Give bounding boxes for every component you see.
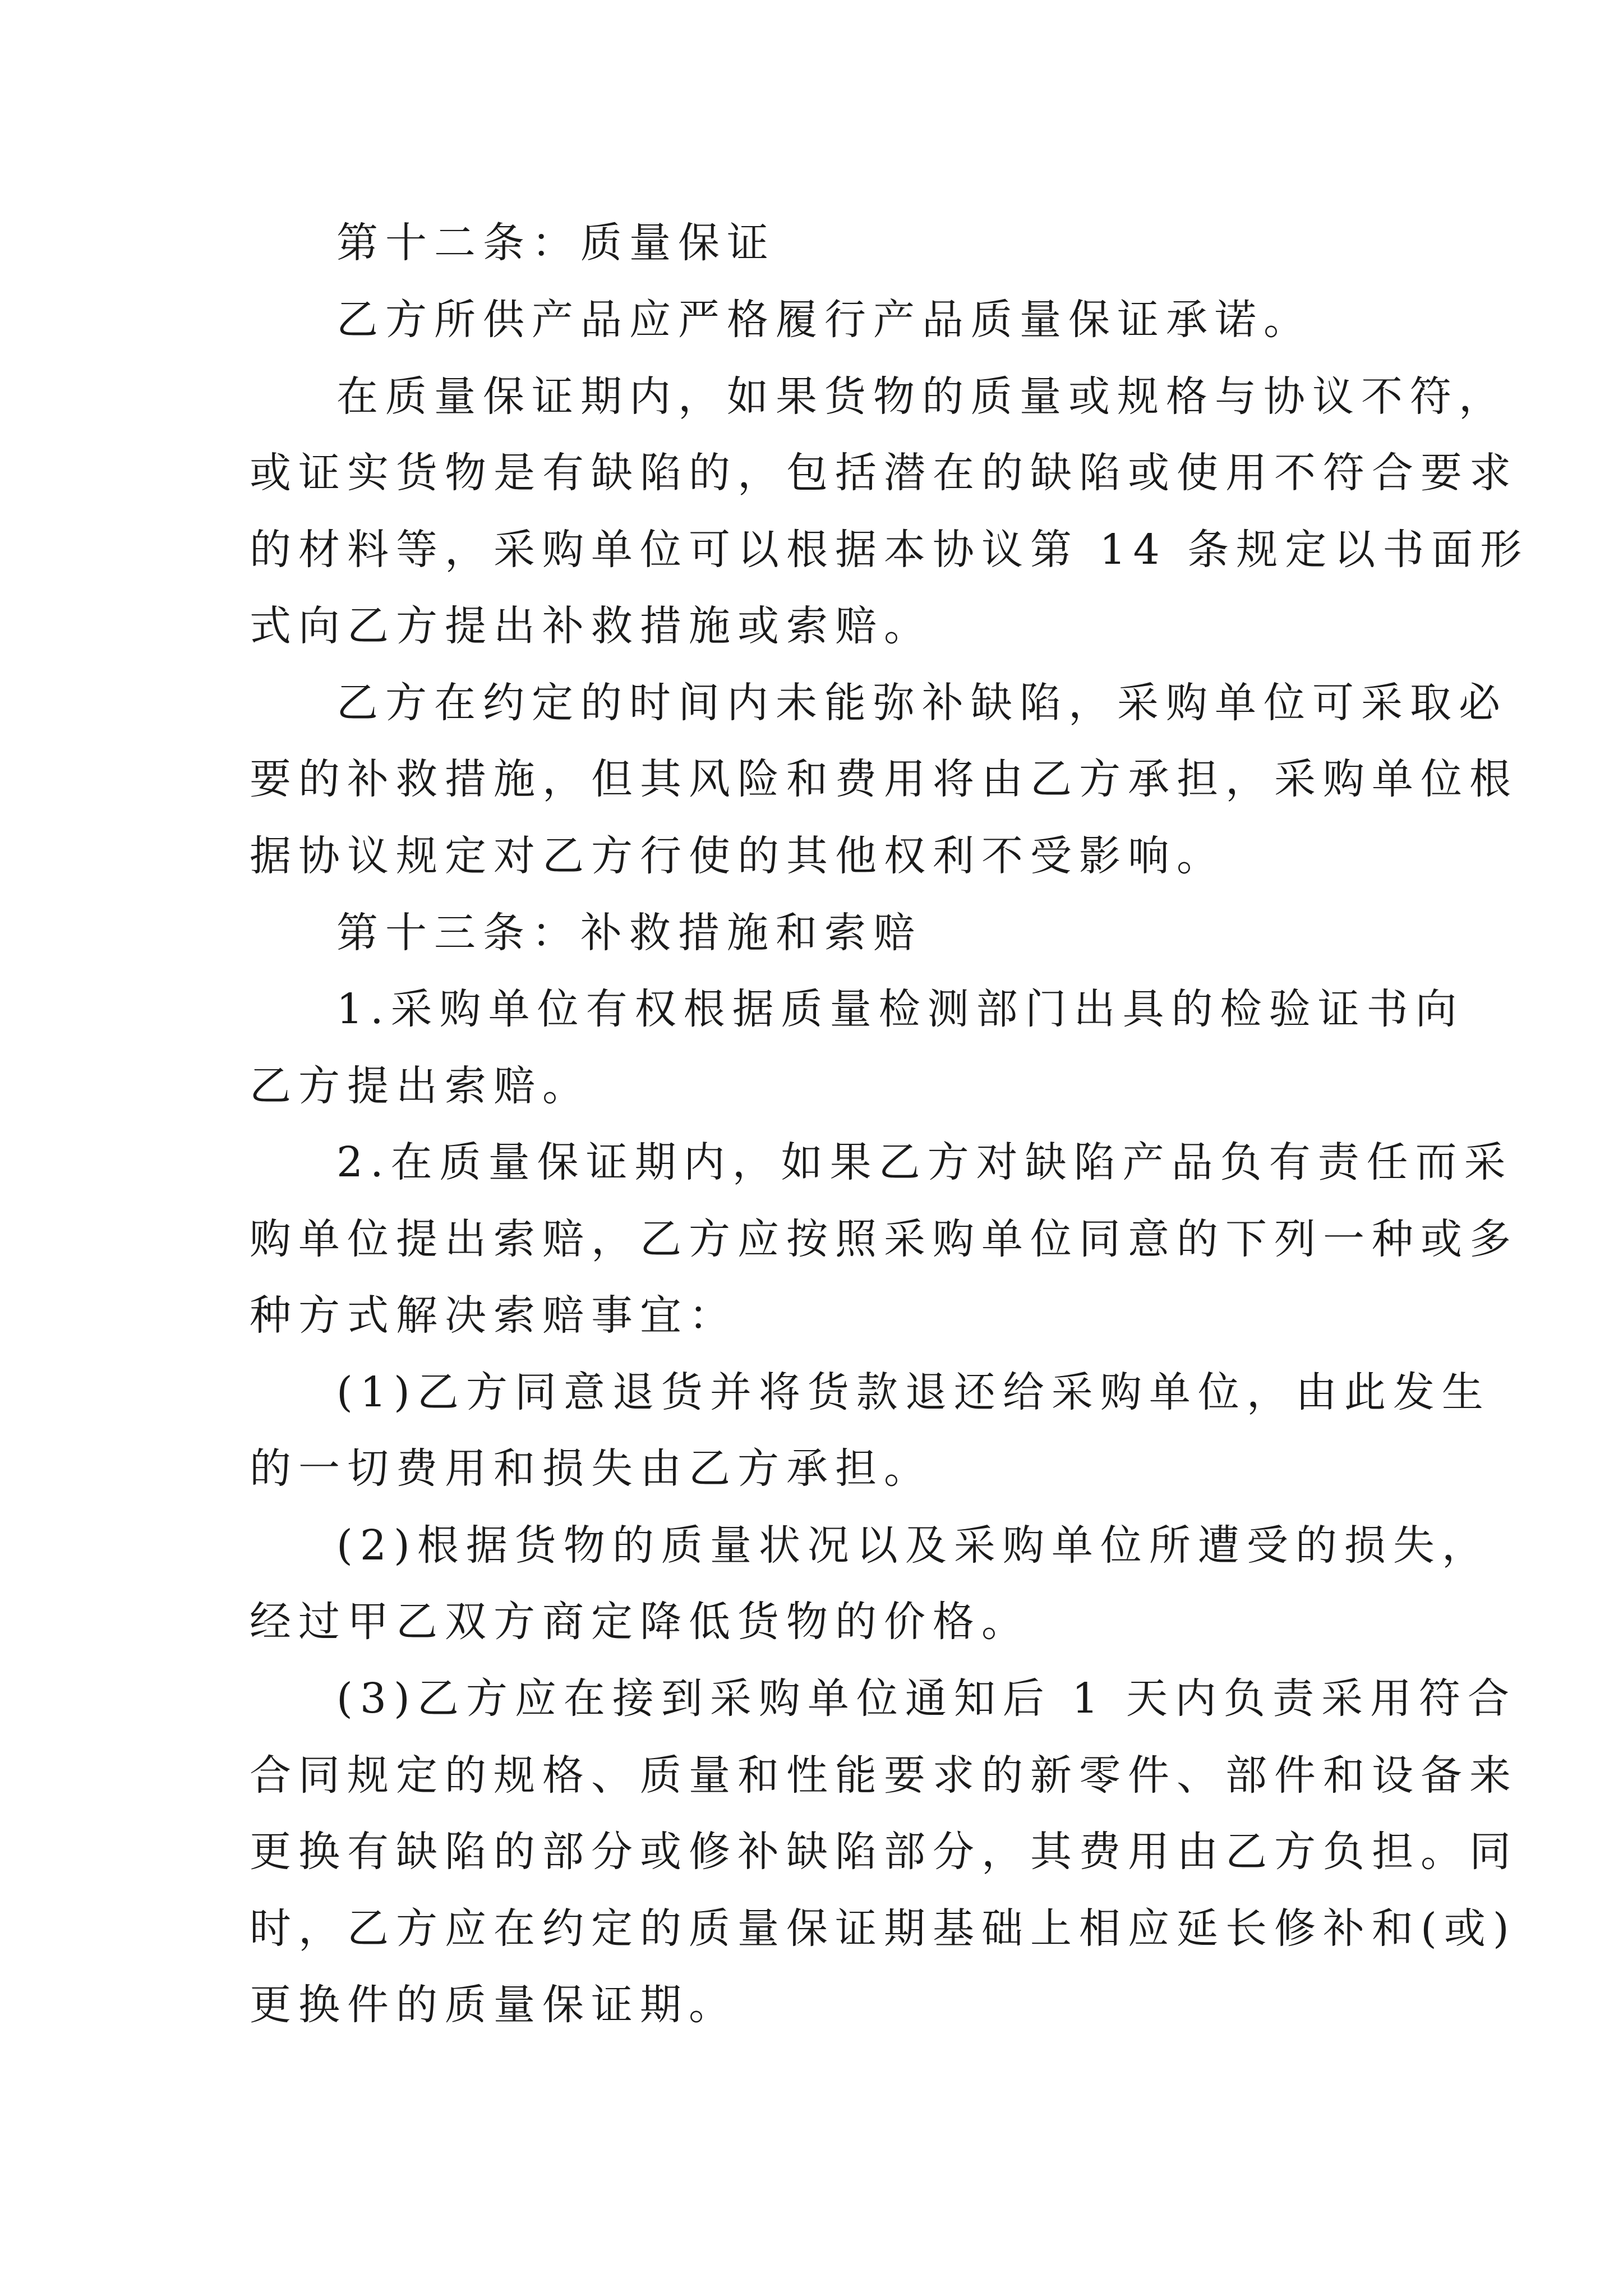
paragraph-line: 购单位提出索赔，乙方应按照采购单位同意的下列一种或多: [250, 1215, 1518, 1263]
heading-article-13: 第十三条：补救措施和索赔: [336, 909, 922, 957]
paragraph-line: 的一切费用和损失由乙方承担。: [250, 1444, 933, 1493]
paragraph-line: 经过甲乙双方商定降低货物的价格。: [250, 1598, 1030, 1646]
paragraph-line: (3)乙方应在接到采购单位通知后 1 天内负责采用符合: [336, 1674, 1516, 1723]
paragraph-line: 乙方提出索赔。: [250, 1062, 591, 1110]
paragraph-line: 据协议规定对乙方行使的其他权利不受影响。: [250, 832, 1225, 880]
paragraph-line: 乙方所供产品应严格履行产品质量保证承诺。: [336, 296, 1312, 344]
paragraph-line: 要的补救措施，但其风险和费用将由乙方承担，采购单位根: [250, 755, 1518, 803]
paragraph-line: (2)根据货物的质量状况以及采购单位所遭受的损失，: [336, 1521, 1491, 1570]
paragraph-line: 式向乙方提出补救措施或索赔。: [250, 602, 933, 650]
paragraph-line: 更换有缺陷的部分或修补缺陷部分，其费用由乙方负担。同: [250, 1828, 1518, 1876]
paragraph-line: 更换件的质量保证期。: [250, 1981, 737, 2029]
paragraph-line: 时，乙方应在约定的质量保证期基础上相应延长修补和(或): [250, 1904, 1516, 1953]
paragraph-line: 种方式解决索赔事宜：: [250, 1291, 737, 1340]
paragraph-line: 乙方在约定的时间内未能弥补缺陷，采购单位可采取必: [336, 679, 1507, 727]
heading-article-12: 第十二条：质量保证: [336, 219, 776, 267]
paragraph-line: 合同规定的规格、质量和性能要求的新零件、部件和设备来: [250, 1751, 1518, 1800]
paragraph-line: 或证实货物是有缺陷的，包括潜在的缺陷或使用不符合要求: [250, 449, 1518, 497]
paragraph-line: (1)乙方同意退货并将货款退还给采购单位，由此发生: [336, 1368, 1491, 1416]
paragraph-line: 1.采购单位有权根据质量检测部门出具的检验证书向: [336, 985, 1464, 1033]
paragraph-line: 在质量保证期内，如果货物的质量或规格与协议不符，: [336, 372, 1507, 421]
paragraph-line: 2.在质量保证期内，如果乙方对缺陷产品负有责任而采: [336, 1138, 1513, 1186]
paragraph-line: 的材料等，采购单位可以根据本协议第 14 条规定以书面形: [250, 526, 1529, 574]
